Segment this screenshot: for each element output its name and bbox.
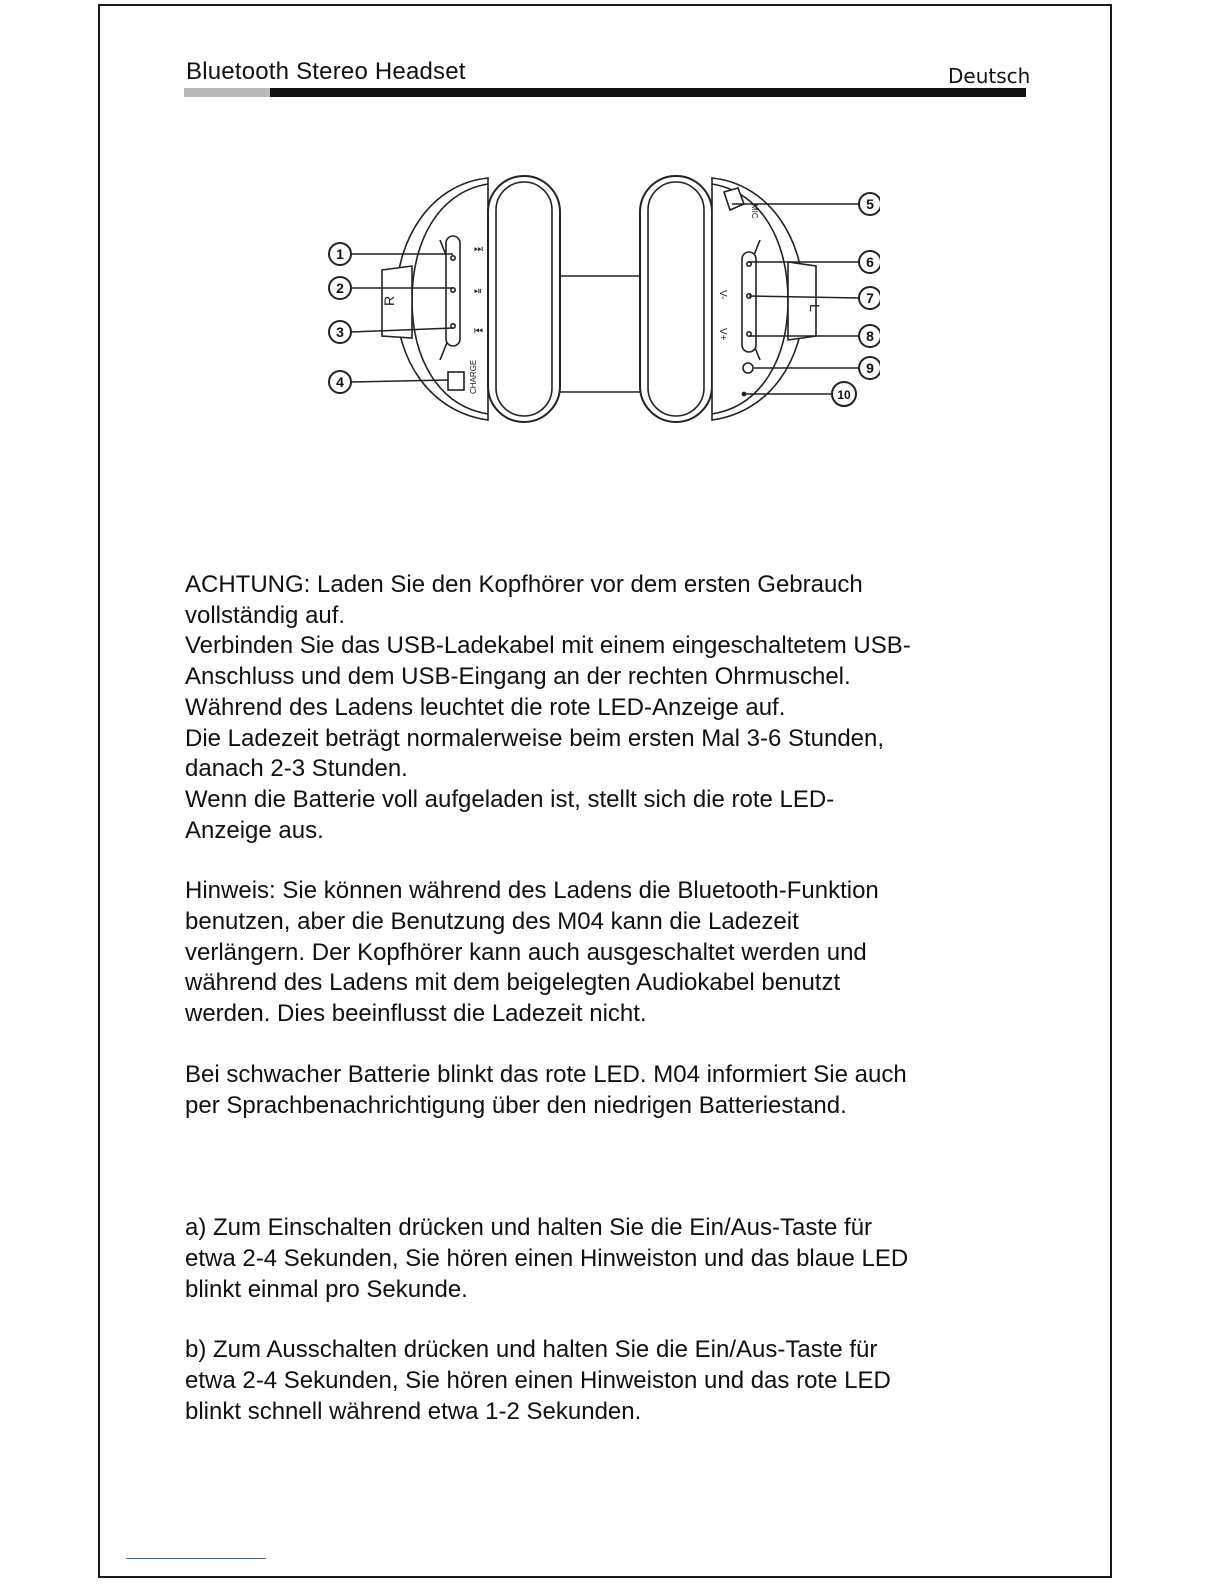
text-line: werden. Dies beeinflusst die Ladezeit nicht.	[185, 1000, 647, 1028]
text-line: Verbinden Sie das USB-Ladekabel mit einem eingeschaltetem USB-	[185, 632, 911, 660]
text-line: etwa 2-4 Sekunden, Sie hören einen Hinweiston und das rote LED	[185, 1367, 891, 1395]
text-line: per Sprachbenachrichtigung über den niedrigen Batteriestand.	[185, 1091, 847, 1119]
header-title: Bluetooth Stereo Headset	[186, 58, 466, 85]
side-label-left: L	[807, 304, 823, 312]
right-ear-cup	[381, 176, 560, 422]
text-line: etwa 2-4 Sekunden, Sie hören einen Hinweiston und das blaue LED	[185, 1244, 909, 1272]
status-led	[742, 392, 745, 395]
text-line: b) Zum Ausschalten drücken und halten Sie die Ein/Aus-Taste für	[185, 1336, 878, 1364]
vol-plus-label: V+	[717, 328, 728, 341]
text-line: während des Ladens mit dem beigelegten Audiokabel benutzt	[185, 969, 841, 997]
section-power-on	[185, 1213, 985, 1305]
vol-minus-label: V-	[717, 290, 728, 300]
charge-label: CHARGE	[469, 359, 478, 394]
callout-1: 1	[336, 246, 344, 262]
text-line: verlängern. Der Kopfhörer kann auch ausgeschaltet werden und	[185, 938, 867, 966]
side-label-right: R	[381, 295, 397, 306]
callout-3: 3	[336, 324, 344, 340]
text-line: Wenn die Batterie voll aufgeladen ist, stellt sich die rote LED-	[185, 785, 835, 813]
text-line: blinkt einmal pro Sekunde.	[185, 1275, 468, 1303]
section-battery	[185, 1060, 985, 1121]
callout-9: 9	[866, 360, 874, 376]
instructions	[185, 570, 985, 1427]
text-line: Bei schwacher Batterie blinkt das rote LED. M04 informiert Sie auch	[185, 1060, 907, 1088]
headset-diagram	[320, 170, 880, 430]
text-line: Während des Ladens leuchtet die rote LED-Anzeige auf.	[185, 693, 786, 721]
section-power-off	[185, 1335, 985, 1427]
text-line: a) Zum Einschalten drücken und halten Sie die Ein/Aus-Taste für	[185, 1214, 873, 1242]
text-line: blinkt schnell während etwa 1-2 Sekunden.	[185, 1397, 642, 1425]
text-line: benutzen, aber die Benutzung des M04 kann die Ladezeit	[185, 908, 799, 936]
text-line: Anzeige aus.	[185, 816, 324, 844]
headband	[560, 276, 644, 392]
text-line: vollständig auf.	[185, 601, 346, 629]
callout-10: 10	[837, 388, 851, 402]
header-language: Deutsch	[948, 64, 1031, 88]
callout-5: 5	[866, 196, 874, 212]
text-line: Hinweis: Sie können während des Ladens die Bluetooth-Funktion	[185, 877, 879, 905]
header-rule-accent	[184, 88, 270, 97]
text-line: Die Ladezeit beträgt normalerweise beim ersten Mal 3-6 Stunden,	[185, 724, 885, 752]
text-line: ACHTUNG: Laden Sie den Kopfhörer vor dem ersten Gebrauch	[185, 571, 863, 598]
prev-track-icon: ⏮	[474, 326, 483, 337]
section-hint	[185, 876, 985, 1030]
callout-6: 6	[866, 254, 874, 270]
next-track-icon: ⏭	[474, 244, 483, 255]
callout-8: 8	[866, 328, 874, 344]
header-rule	[270, 88, 1026, 97]
text-line: Anschluss und dem USB-Eingang an der rechten Ohrmuschel.	[185, 663, 851, 691]
footer-line	[126, 1558, 266, 1559]
text-line: danach 2-3 Stunden.	[185, 755, 408, 783]
section-charging	[185, 570, 985, 846]
play-pause-icon: ⏯	[474, 286, 482, 297]
callout-7: 7	[866, 290, 874, 306]
callout-2: 2	[336, 280, 344, 296]
mic-label: MIC	[750, 204, 759, 219]
left-ear-cup	[640, 176, 823, 422]
callout-4: 4	[336, 374, 344, 390]
